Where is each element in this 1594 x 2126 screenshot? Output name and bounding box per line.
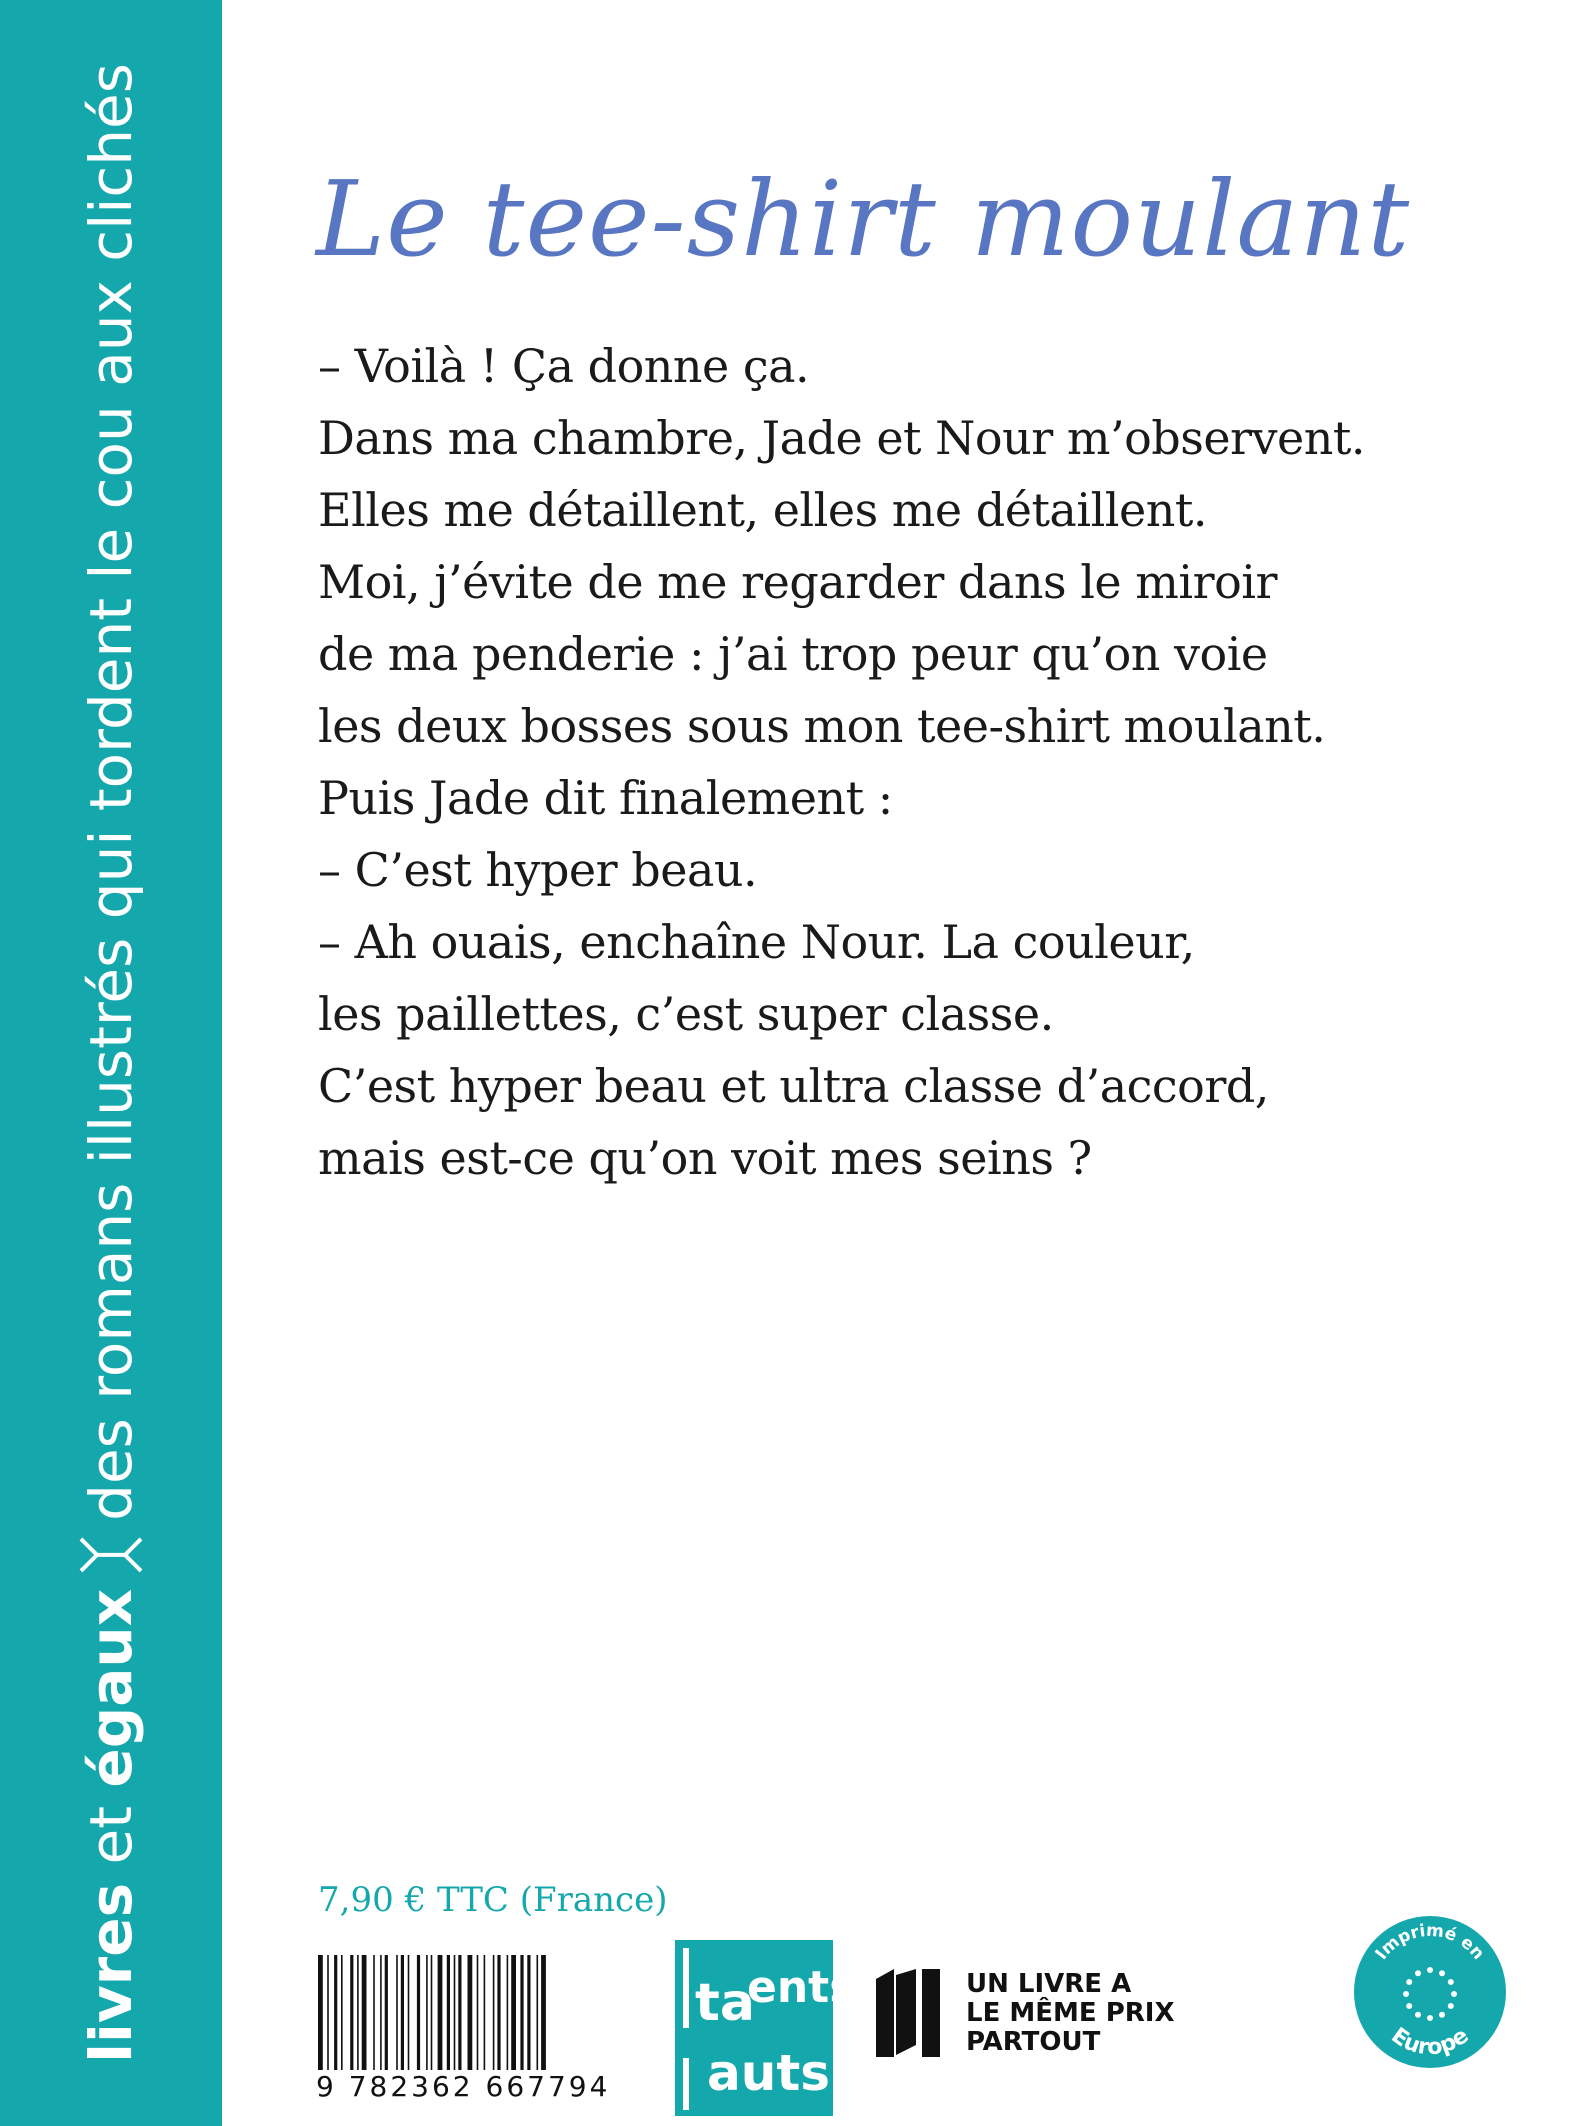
series-sidebar [0, 0, 222, 2126]
seal-top-text: Imprimé en [1371, 1920, 1489, 1964]
meme-prix-text [966, 1970, 1175, 2057]
svg-text:ents: ents [747, 1962, 856, 2013]
blurb-line: de ma penderie : j’ai trop peur qu’on voie [318, 627, 1268, 681]
meme-prix-line: UN LIVRE A [966, 1968, 1132, 1999]
barcode-number: 9 782362 667794 [316, 2070, 611, 2103]
blurb-line: – Ah ouais, enchaîne Nour. La couleur, [318, 915, 1195, 969]
blurb-line: les deux bosses sous mon tee-shirt moulant. [318, 699, 1326, 753]
sidebar-text [77, 63, 145, 2063]
series-name-part2: et [77, 1806, 145, 1865]
meme-prix-line: LE MÊME PRIX [966, 1997, 1175, 2028]
svg-text:ta: ta [695, 1973, 755, 2033]
meme-prix-block [872, 1965, 1175, 2061]
blurb-line: C’est hyper beau et ultra classe d’accord, [318, 1059, 1269, 1113]
svg-text:auts: auts [707, 2044, 830, 2102]
series-name [77, 1589, 145, 2063]
series-tagline: des romans illustrés qui tordent le cou aux clichés [77, 63, 145, 1521]
barcode [316, 1955, 628, 2070]
printed-in-europe-seal [1352, 1914, 1508, 2070]
series-name-part1: livres [77, 1882, 145, 2063]
bracket-icon [79, 1535, 143, 1575]
back-cover-blurb [318, 330, 1365, 1194]
blurb-line: mais est-ce qu’on voit mes seins ? [318, 1131, 1092, 1185]
blurb-line: les paillettes, c’est super classe. [318, 987, 1054, 1041]
blurb-line: – C’est hyper beau. [318, 843, 758, 897]
series-name-part3: égaux [77, 1588, 145, 1788]
seal-bottom-text: Europe [1386, 2023, 1474, 2061]
price-label: 7,90 € TTC (France) [318, 1880, 668, 1920]
blurb-line: Puis Jade dit finalement : [318, 771, 893, 825]
book-price-logo-icon [872, 1965, 946, 2061]
book-title: Le tee-shirt moulant [316, 158, 1411, 280]
blurb-line: Dans ma chambre, Jade et Nour m’observent. [318, 411, 1365, 465]
meme-prix-line: PARTOUT [966, 2026, 1101, 2057]
blurb-line: Moi, j’évite de me regarder dans le miroir [318, 555, 1277, 609]
blurb-line: Elles me détaillent, elles me détaillent. [318, 483, 1207, 537]
blurb-line: – Voilà ! Ça donne ça. [318, 339, 810, 393]
talents-hauts-logo [675, 1940, 856, 2116]
